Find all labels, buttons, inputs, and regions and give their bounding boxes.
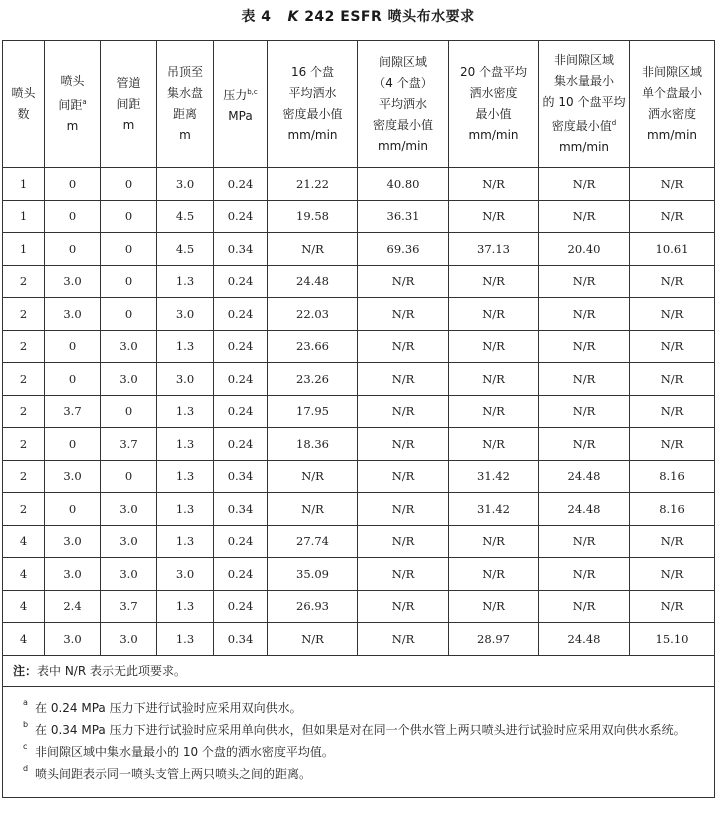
table-row	[3, 525, 715, 558]
table-cell: 20.40	[539, 233, 630, 266]
table-cell: N/R	[268, 623, 358, 656]
table-cell: 3.0	[101, 330, 157, 363]
table-cell: N/R	[358, 493, 449, 526]
table-cell: 0.24	[214, 168, 268, 201]
table-cell: 0	[101, 168, 157, 201]
footnotes	[3, 686, 715, 797]
table-cell: N/R	[630, 363, 715, 396]
table-cell: N/R	[630, 428, 715, 461]
table-row	[3, 460, 715, 493]
table-cell: 35.09	[268, 558, 358, 591]
table-cell: 1	[3, 200, 45, 233]
table-cell: N/R	[449, 200, 539, 233]
table-cell: 0.24	[214, 525, 268, 558]
table-row	[3, 428, 715, 461]
table-cell: 31.42	[449, 460, 539, 493]
table-cell: 3.7	[101, 428, 157, 461]
table-cell: N/R	[539, 428, 630, 461]
column-header-line: 16 个盘	[290, 65, 335, 79]
column-header-line: m	[179, 128, 191, 142]
column-header	[268, 41, 358, 168]
column-header-line: 密度最小值	[372, 117, 433, 132]
table-cell: 1.3	[157, 590, 214, 623]
table-cell: 36.31	[358, 200, 449, 233]
table-cell: 2	[3, 363, 45, 396]
column-header-line: 数	[17, 107, 30, 121]
table-row	[3, 493, 715, 526]
table-cell: 0	[45, 168, 101, 201]
table-cell: 17.95	[268, 395, 358, 428]
table-cell: 3.0	[45, 558, 101, 591]
table-cell: N/R	[630, 265, 715, 298]
column-header-line: 非间隙区域	[641, 65, 702, 79]
table-title-prefix: 表 4	[241, 9, 272, 25]
table-cell: 1.3	[157, 460, 214, 493]
table-cell: 0.34	[214, 233, 268, 266]
footnote-text: 在 0.24 MPa 压力下进行试验时应采用双向供水。	[35, 700, 302, 715]
table-cell: 3.0	[101, 558, 157, 591]
table-cell: 1	[3, 168, 45, 201]
column-header-line: 密度最小值$^d$	[551, 119, 617, 133]
table-cell: N/R	[539, 395, 630, 428]
column-header-line: 吊顶至	[166, 65, 203, 79]
table-cell: 0.34	[214, 460, 268, 493]
column-header	[101, 41, 157, 168]
table-cell: 2	[3, 493, 45, 526]
table-cell: N/R	[358, 363, 449, 396]
table-cell: N/R	[358, 590, 449, 623]
table-cell: 0.24	[214, 558, 268, 591]
table-cell: N/R	[539, 200, 630, 233]
table-cell: 1	[3, 233, 45, 266]
table-cell: N/R	[630, 525, 715, 558]
table-cell: 37.13	[449, 233, 539, 266]
footnote-item	[17, 697, 700, 719]
table-cell: N/R	[449, 168, 539, 201]
table-row	[3, 265, 715, 298]
column-header-line: 间隙区域	[378, 54, 427, 69]
table-cell: N/R	[449, 265, 539, 298]
table-cell: 4.5	[157, 233, 214, 266]
table-cell: 2	[3, 265, 45, 298]
table-cell: 0	[45, 493, 101, 526]
table-cell: N/R	[358, 298, 449, 331]
table-cell: 0	[45, 330, 101, 363]
table-cell: 0.24	[214, 265, 268, 298]
column-header	[449, 41, 539, 168]
table-cell: N/R	[630, 330, 715, 363]
column-header-line: 20 个盘平均	[459, 65, 528, 79]
table-cell: 3.0	[101, 623, 157, 656]
table-cell: N/R	[630, 395, 715, 428]
table-cell: 0.24	[214, 428, 268, 461]
column-header	[3, 41, 45, 168]
table-cell: 27.74	[268, 525, 358, 558]
column-header-line: 平均洒水	[378, 96, 427, 111]
table-cell: 24.48	[539, 623, 630, 656]
column-header-line: 非间隙区域	[553, 53, 614, 67]
table-cell: N/R	[449, 395, 539, 428]
column-header-line: 集水盘	[166, 86, 203, 100]
footnote-item	[17, 763, 700, 785]
table-cell: 2	[3, 330, 45, 363]
table-title	[0, 4, 716, 30]
table-cell: N/R	[630, 200, 715, 233]
table-cell: 10.61	[630, 233, 715, 266]
table-cell: N/R	[449, 558, 539, 591]
table-cell: 15.10	[630, 623, 715, 656]
table-cell: 18.36	[268, 428, 358, 461]
table-cell: 24.48	[268, 265, 358, 298]
table-cell: N/R	[358, 460, 449, 493]
table-cell: 0	[101, 233, 157, 266]
table-cell: N/R	[630, 298, 715, 331]
footnote-mark: c	[23, 741, 28, 751]
column-header-line: m	[122, 117, 135, 132]
table-cell: N/R	[539, 330, 630, 363]
column-header-line: 平均洒水	[288, 86, 337, 100]
column-header-line: 压力$^{b,c}$	[223, 87, 258, 102]
table-cell: 3.0	[45, 265, 101, 298]
table-cell: 3.0	[157, 168, 214, 201]
table-cell: N/R	[449, 363, 539, 396]
table-cell: 1.3	[157, 623, 214, 656]
column-header	[539, 41, 630, 168]
footnote-mark: b	[23, 719, 29, 729]
table-cell: 0	[101, 395, 157, 428]
table-cell: 23.66	[268, 330, 358, 363]
note-label: 注：	[13, 664, 38, 678]
footnote-marker: b,c	[247, 87, 258, 96]
table-cell: 4	[3, 590, 45, 623]
table-cell: 0.24	[214, 200, 268, 233]
table-cell: N/R	[268, 233, 358, 266]
table-row	[3, 623, 715, 656]
table-cell: N/R	[449, 428, 539, 461]
column-header-line: mm/min	[468, 128, 519, 142]
table-cell: 3.0	[45, 623, 101, 656]
table-note	[3, 655, 715, 686]
table-cell: 3.0	[157, 298, 214, 331]
column-header-line: 喷头	[60, 74, 85, 88]
table-cell: 1.3	[157, 493, 214, 526]
footnote-mark: d	[23, 763, 29, 773]
table-row	[3, 558, 715, 591]
column-header	[45, 41, 101, 168]
table-row	[3, 168, 715, 201]
table-cell: 3.7	[45, 395, 101, 428]
column-header-line: mm/min	[287, 128, 338, 142]
table-cell: N/R	[539, 265, 630, 298]
table-title-rest: 242 ESFR 喷头布水要求	[304, 9, 475, 25]
table-cell: 19.58	[268, 200, 358, 233]
footnote-text: 喷头间距表示同一喷头支管上两只喷头之间的距离。	[35, 766, 312, 781]
table-cell: 1.3	[157, 330, 214, 363]
table-body	[3, 168, 715, 656]
table-cell: N/R	[358, 558, 449, 591]
table-cell: N/R	[449, 298, 539, 331]
table-cell: 0	[45, 233, 101, 266]
table-cell: 2	[3, 460, 45, 493]
column-header-line: 洒水密度	[469, 86, 518, 100]
footnotes-row	[3, 686, 715, 797]
footnote-item	[17, 719, 700, 741]
table-cell: 4.5	[157, 200, 214, 233]
table-cell: N/R	[539, 590, 630, 623]
table-cell: 1.3	[157, 265, 214, 298]
note-text: 表中 N/R 表示无此项要求。	[37, 664, 187, 678]
table-cell: 0	[45, 428, 101, 461]
column-header-line: 管道	[116, 75, 141, 90]
column-header-line: 的 10 个盘平均	[542, 95, 626, 109]
table-header-row	[3, 41, 715, 168]
table-title-k: K	[287, 9, 299, 25]
table-cell: 8.16	[630, 460, 715, 493]
table-cell: 8.16	[630, 493, 715, 526]
table-cell: N/R	[358, 623, 449, 656]
table-cell: 2	[3, 428, 45, 461]
table-row	[3, 330, 715, 363]
table-cell: N/R	[539, 525, 630, 558]
table-cell: 3.0	[157, 558, 214, 591]
footnote-marker: a	[82, 98, 87, 106]
table-note-row	[3, 655, 715, 686]
column-header-line: 洒水密度	[647, 107, 696, 121]
table-cell: 3.7	[101, 590, 157, 623]
table-row	[3, 395, 715, 428]
table-cell: 0.34	[214, 493, 268, 526]
table-cell: N/R	[358, 428, 449, 461]
column-header-line: 集水量最小	[553, 74, 614, 88]
table-cell: N/R	[268, 493, 358, 526]
table-cell: 0.34	[214, 623, 268, 656]
column-header-line: 最小值	[475, 107, 512, 121]
column-header	[157, 41, 214, 168]
table-cell: 0.24	[214, 298, 268, 331]
table-cell: 0	[45, 363, 101, 396]
table-cell: 31.42	[449, 493, 539, 526]
column-header-line: （4 个盘）	[373, 75, 433, 90]
table-cell: N/R	[539, 363, 630, 396]
column-header-line: 单个盘最小	[641, 86, 702, 100]
table-cell: 40.80	[358, 168, 449, 201]
column-header-line: mm/min	[558, 140, 610, 154]
table-cell: 0	[101, 460, 157, 493]
table-cell: 3.0	[101, 493, 157, 526]
table-cell: 4	[3, 525, 45, 558]
sprinkler-table	[2, 40, 715, 798]
table-cell: N/R	[358, 525, 449, 558]
table-cell: N/R	[539, 298, 630, 331]
column-header	[630, 41, 715, 168]
table-cell: N/R	[539, 168, 630, 201]
table-row	[3, 590, 715, 623]
table-cell: 23.26	[268, 363, 358, 396]
table-cell: 0.24	[214, 590, 268, 623]
table-cell: N/R	[630, 168, 715, 201]
table-cell: N/R	[449, 590, 539, 623]
footnote-text: 非间隙区域中集水量最小的 10 个盘的洒水密度平均值。	[35, 744, 334, 759]
table-cell: 2.4	[45, 590, 101, 623]
table-row	[3, 200, 715, 233]
table-cell: 0	[101, 200, 157, 233]
table-cell: N/R	[268, 460, 358, 493]
table-cell: 24.48	[539, 460, 630, 493]
table-cell: 0	[101, 298, 157, 331]
table-cell: 1.3	[157, 428, 214, 461]
table-cell: 2	[3, 298, 45, 331]
table-cell: 26.93	[268, 590, 358, 623]
table-cell: 4	[3, 623, 45, 656]
table-row	[3, 298, 715, 331]
table-cell: N/R	[630, 558, 715, 591]
table-cell: 69.36	[358, 233, 449, 266]
table-cell: 0	[45, 200, 101, 233]
column-header-line: 间距	[116, 96, 141, 111]
footnote-marker: d	[611, 119, 617, 127]
table-cell: 3.0	[101, 363, 157, 396]
table-cell: N/R	[358, 265, 449, 298]
table-cell: 24.48	[539, 493, 630, 526]
table-cell: 2	[3, 395, 45, 428]
footnote-mark: a	[23, 697, 28, 707]
table-cell: 0.24	[214, 363, 268, 396]
table-cell: 3.0	[157, 363, 214, 396]
table-cell: N/R	[358, 395, 449, 428]
table-cell: 0.24	[214, 395, 268, 428]
table-cell: 28.97	[449, 623, 539, 656]
table-cell: 1.3	[157, 395, 214, 428]
table-cell: N/R	[630, 590, 715, 623]
table-row	[3, 363, 715, 396]
table-cell: N/R	[539, 558, 630, 591]
table-cell: 0	[101, 265, 157, 298]
table-cell: 4	[3, 558, 45, 591]
table-cell: 0.24	[214, 330, 268, 363]
column-header-line: mm/min	[646, 128, 698, 142]
table-cell: N/R	[358, 330, 449, 363]
footnote-text: 在 0.34 MPa 压力下进行试验时应采用单向供水，但如果是对在同一个供水管上两只喷头进行试验时应采用双向供水系统。	[35, 722, 686, 737]
table-cell: 3.0	[45, 525, 101, 558]
column-header-line: 密度最小值	[282, 107, 343, 121]
table-cell: 3.0	[45, 298, 101, 331]
table-cell: 22.03	[268, 298, 358, 331]
column-header-line: m	[66, 119, 79, 133]
table-cell: 21.22	[268, 168, 358, 201]
table-row	[3, 233, 715, 266]
column-header-line: mm/min	[377, 138, 429, 153]
table-cell: 3.0	[101, 525, 157, 558]
table-cell: N/R	[449, 525, 539, 558]
footnote-item	[17, 741, 700, 763]
table-cell: 3.0	[45, 460, 101, 493]
column-header-line: 间距$^a$	[58, 98, 87, 112]
column-header-line: 距离	[172, 107, 197, 121]
column-header	[214, 41, 268, 168]
column-header	[358, 41, 449, 168]
table-cell: 1.3	[157, 525, 214, 558]
column-header-line: 喷头	[11, 86, 36, 100]
column-header-line: MPa	[228, 108, 253, 123]
table-cell: N/R	[449, 330, 539, 363]
